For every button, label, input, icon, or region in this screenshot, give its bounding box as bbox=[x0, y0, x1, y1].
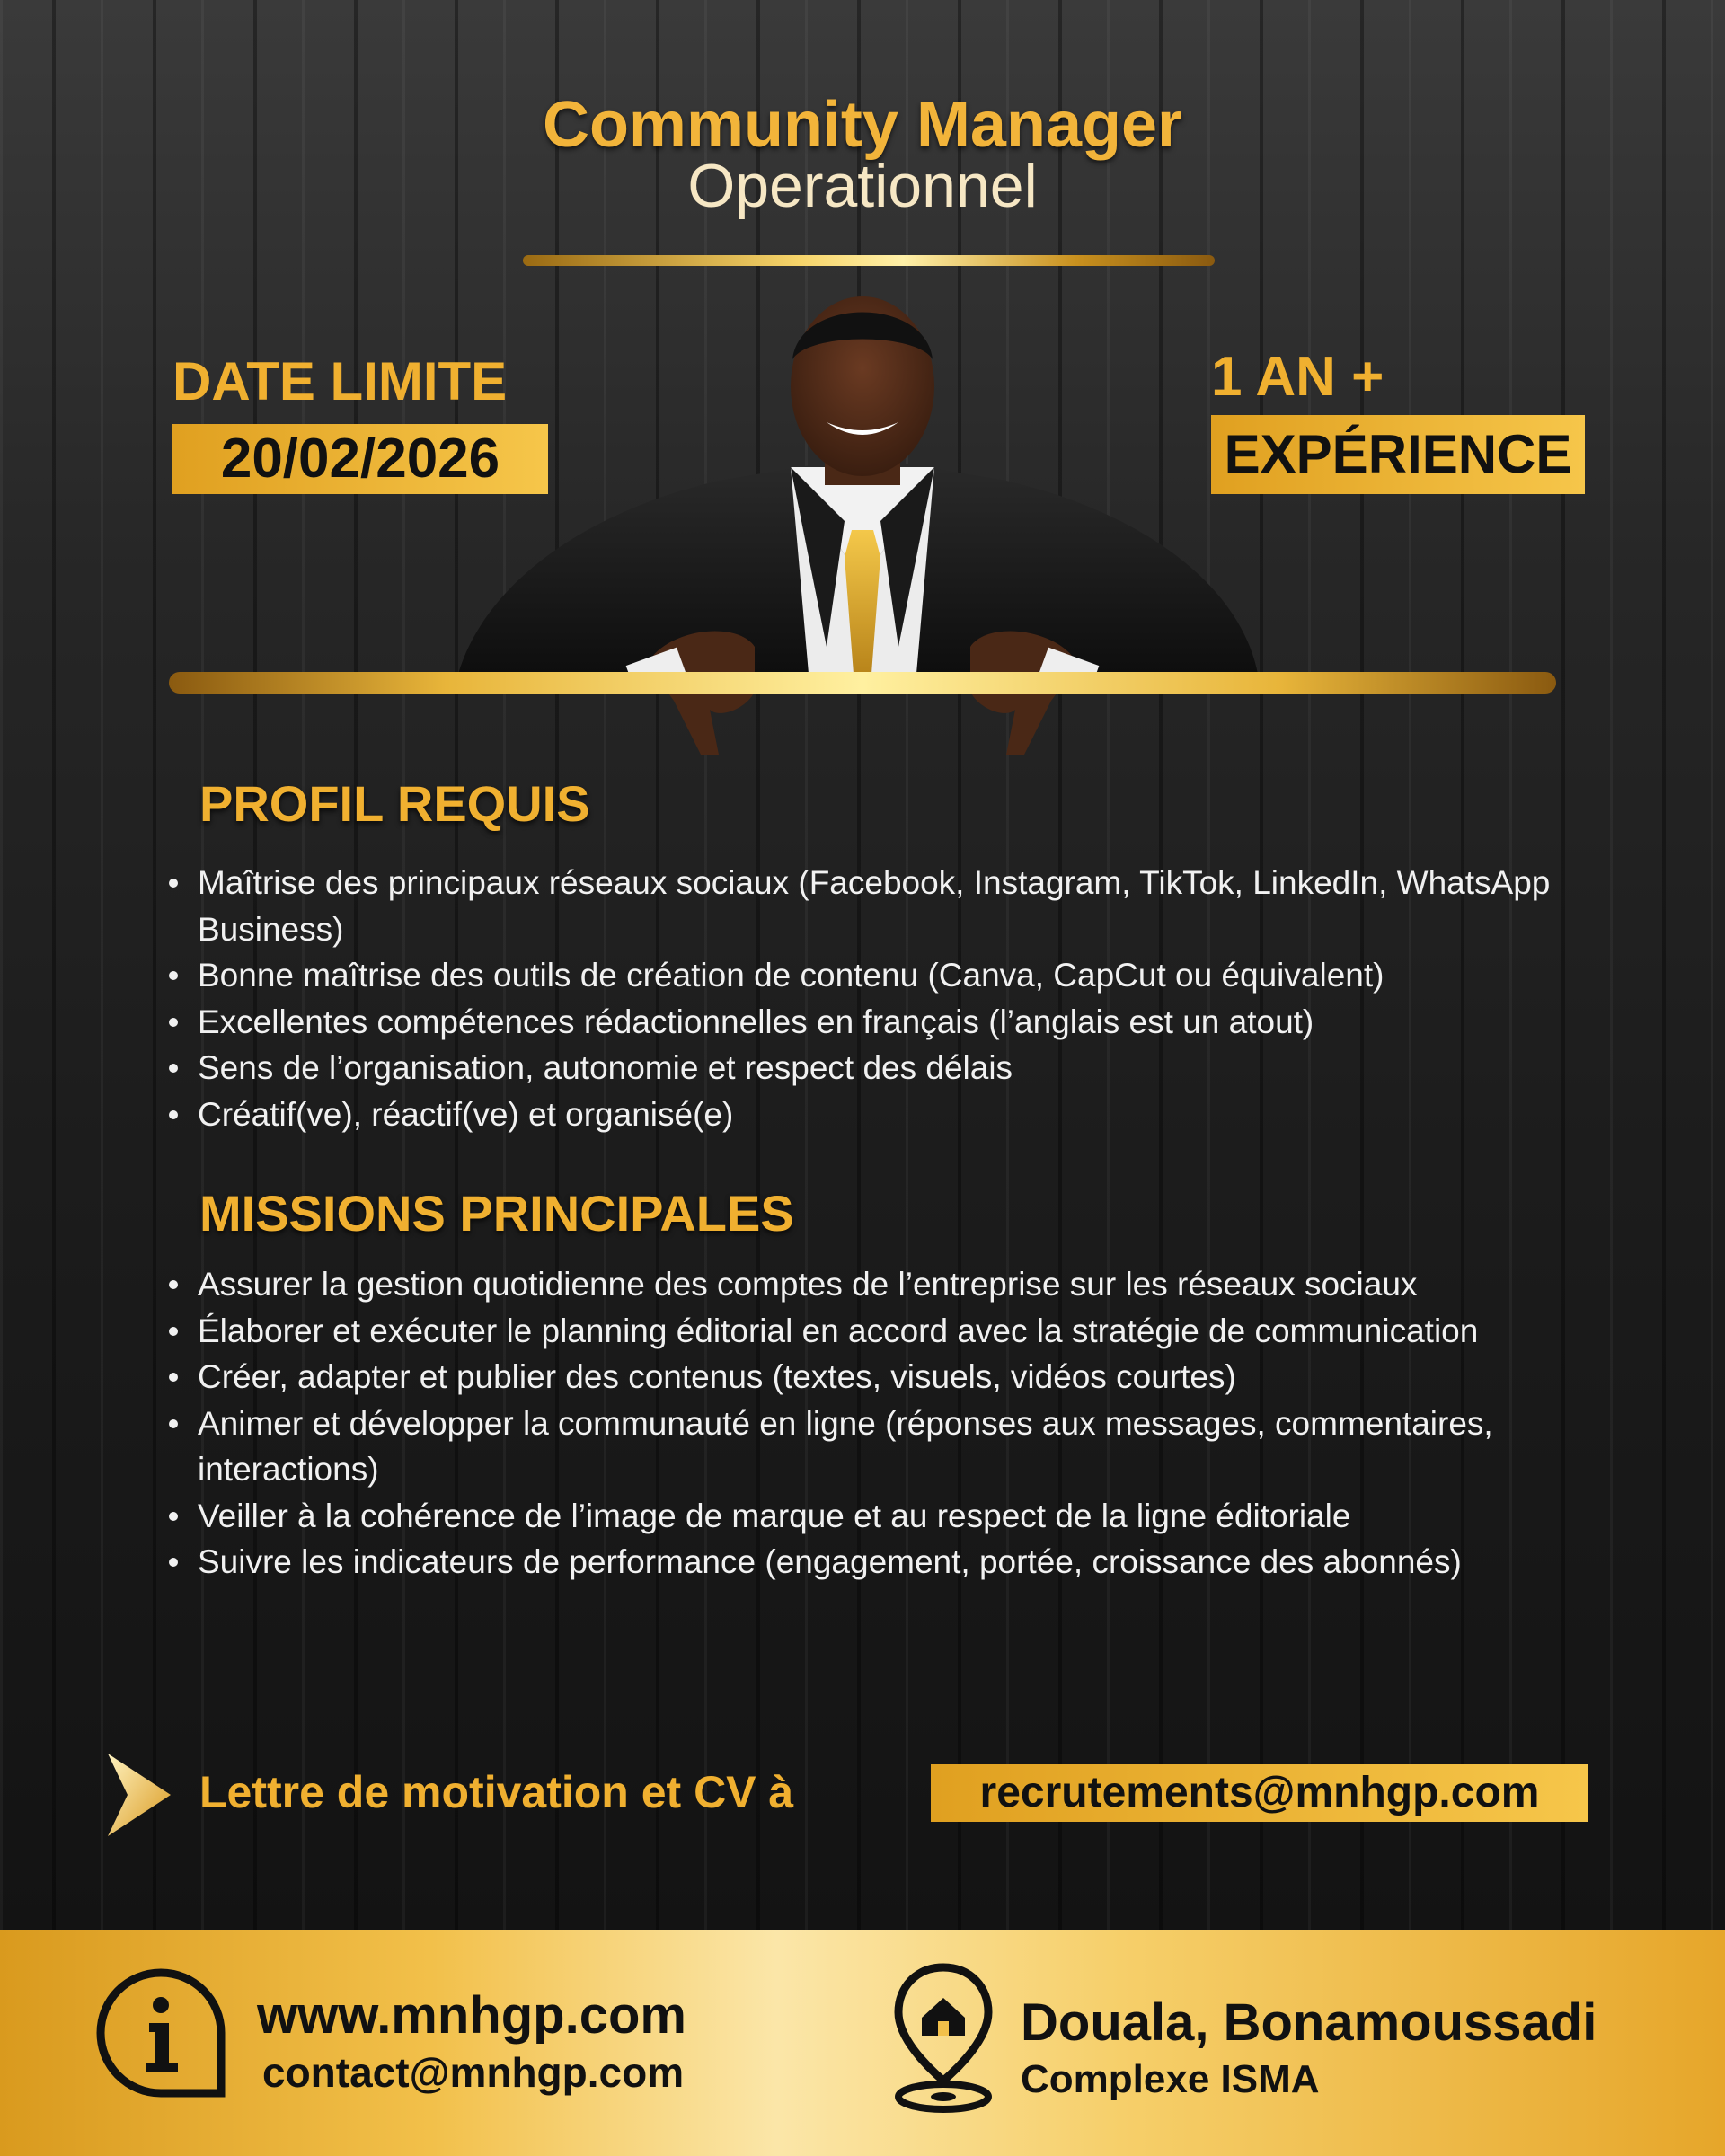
website-link[interactable]: www.mnhgp.com bbox=[257, 1986, 686, 2045]
location-pin-icon bbox=[889, 1962, 997, 2115]
recruitment-email[interactable]: recrutements@mnhgp.com bbox=[931, 1764, 1588, 1822]
contact-email[interactable]: contact@mnhgp.com bbox=[262, 2049, 685, 2096]
deadline-label: DATE LIMITE bbox=[172, 351, 508, 411]
experience-badge: EXPÉRIENCE bbox=[1211, 415, 1585, 494]
experience-label: 1 AN + bbox=[1211, 346, 1384, 408]
list-item: Suivre les indicateurs de performance (engagement, portée, croissance des abonnés) bbox=[198, 1539, 1617, 1586]
gold-divider-top bbox=[523, 255, 1215, 266]
arrow-icon bbox=[106, 1752, 172, 1838]
list-item: Assurer la gestion quotidienne des comptes de l’entreprise sur les réseaux sociaux bbox=[198, 1261, 1617, 1308]
missions-heading: MISSIONS PRINCIPALES bbox=[199, 1185, 794, 1241]
deadline-date: 20/02/2026 bbox=[172, 424, 548, 494]
list-item: Créer, adapter et publier des contenus (textes, visuels, vidéos courtes) bbox=[198, 1354, 1617, 1401]
address-place: Complexe ISMA bbox=[1021, 2057, 1320, 2101]
list-item: Maîtrise des principaux réseaux sociaux (Facebook, Instagram, TikTok, LinkedIn, WhatsApp Business) bbox=[198, 860, 1617, 952]
job-subtitle: Operationnel bbox=[687, 152, 1038, 220]
list-item: Excellentes compétences rédactionnelles en français (l’anglais est un atout) bbox=[198, 999, 1617, 1046]
list-item: Sens de l’organisation, autonomie et respect des délais bbox=[198, 1045, 1617, 1091]
footer-band bbox=[0, 1930, 1725, 2156]
profil-list bbox=[198, 860, 1617, 1137]
list-item: Veiller à la cohérence de l’image de marque et au respect de la ligne éditoriale bbox=[198, 1493, 1617, 1540]
profil-heading: PROFIL REQUIS bbox=[199, 775, 590, 832]
list-item: Animer et développer la communauté en ligne (réponses aux messages, commentaires, interactions) bbox=[198, 1401, 1617, 1493]
job-title: Community Manager bbox=[542, 89, 1183, 161]
list-item: Bonne maîtrise des outils de création de contenu (Canva, CapCut ou équivalent) bbox=[198, 952, 1617, 999]
address-city: Douala, Bonamoussadi bbox=[1021, 1993, 1597, 2052]
list-item: Élaborer et exécuter le planning éditorial en accord avec la stratégie de communication bbox=[198, 1308, 1617, 1355]
gold-divider-middle bbox=[169, 672, 1556, 694]
missions-list bbox=[198, 1261, 1617, 1586]
list-item: Créatif(ve), réactif(ve) et organisé(e) bbox=[198, 1091, 1617, 1138]
application-instructions: Lettre de motivation et CV à bbox=[199, 1767, 794, 1817]
info-icon bbox=[93, 1966, 228, 2100]
